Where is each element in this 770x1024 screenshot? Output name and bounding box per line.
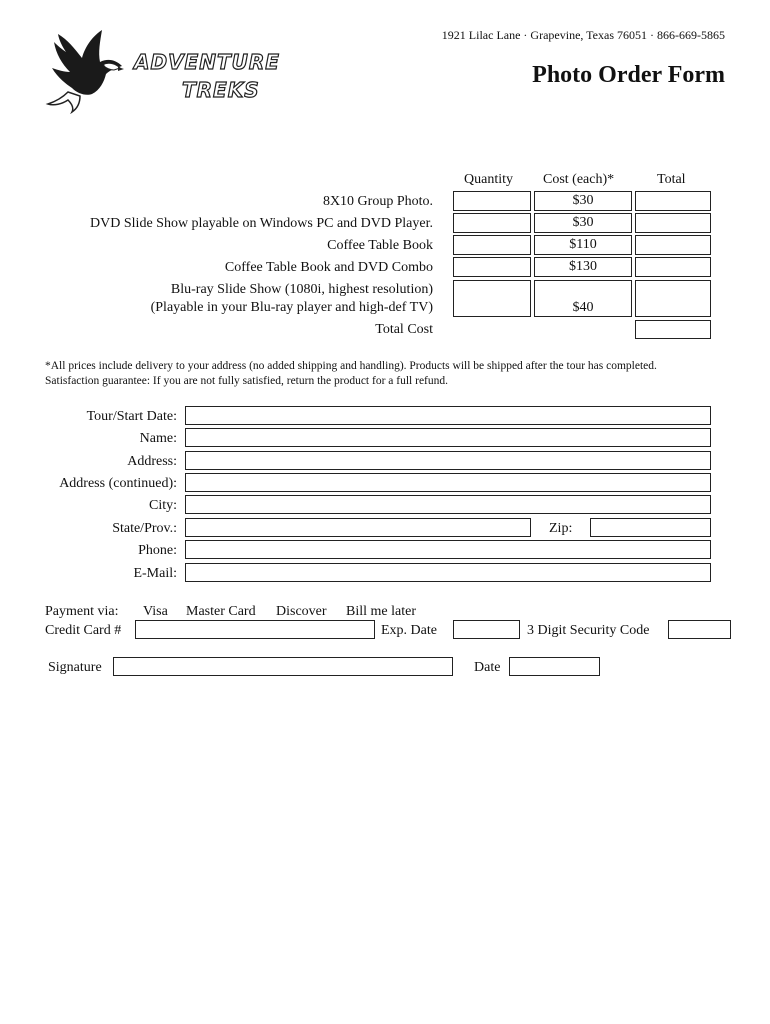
exp-date-input[interactable] <box>453 620 520 639</box>
address2-input[interactable] <box>185 473 711 492</box>
phone-input[interactable] <box>185 540 711 559</box>
payment-option-mastercard[interactable]: Master Card <box>186 604 256 619</box>
item-price: $130 <box>534 257 632 277</box>
name-input[interactable] <box>185 428 711 447</box>
item-label: 8X10 Group Photo. <box>322 194 433 209</box>
quantity-input[interactable] <box>453 257 531 277</box>
address2-label: Address (continued): <box>59 476 177 491</box>
total-cost-input[interactable] <box>635 320 711 339</box>
total-input[interactable] <box>635 257 711 277</box>
brand-line-2: TREKS <box>182 78 260 102</box>
email-input[interactable] <box>185 563 711 582</box>
quantity-input[interactable] <box>453 213 531 233</box>
quantity-input[interactable] <box>453 280 531 317</box>
date-label: Date <box>474 660 501 675</box>
item-label-continued: (Playable in your Blu-ray player and high-def TV) <box>150 300 433 315</box>
state-label: State/Prov.: <box>112 521 177 536</box>
guarantee-note: Satisfaction guarantee: If you are not fully satisfied, return the product for a full refund. <box>45 375 448 387</box>
item-price: $30 <box>534 213 632 233</box>
quantity-header: Quantity <box>464 172 513 187</box>
item-price: $110 <box>534 235 632 255</box>
phone-label: Phone: <box>138 543 177 558</box>
company-address: 1921 Lilac Lane · Grapevine, Texas 76051 · 866-669-5865 <box>441 28 725 42</box>
total-input[interactable] <box>635 235 711 255</box>
zip-input[interactable] <box>590 518 711 537</box>
date-input[interactable] <box>509 657 600 676</box>
total-cost-label: Total Cost <box>375 322 433 337</box>
state-input[interactable] <box>185 518 531 537</box>
item-label: Coffee Table Book and DVD Combo <box>224 260 433 275</box>
city-label: City: <box>148 498 177 513</box>
address-label: Address: <box>127 454 177 469</box>
total-header: Total <box>657 172 686 187</box>
name-label: Name: <box>139 431 177 446</box>
page-title: Photo Order Form <box>532 62 725 88</box>
total-input[interactable] <box>635 191 711 211</box>
brand-line-1: ADVENTURE <box>134 50 280 74</box>
payment-option-visa[interactable]: Visa <box>143 604 168 619</box>
total-input[interactable] <box>635 280 711 317</box>
item-label: Coffee Table Book <box>327 238 433 253</box>
credit-card-label: Credit Card # <box>45 623 122 638</box>
tour-date-input[interactable] <box>185 406 711 425</box>
tour-date-label: Tour/Start Date: <box>86 409 177 424</box>
payment-option-bill-later[interactable]: Bill me later <box>346 604 416 619</box>
credit-card-input[interactable] <box>135 620 375 639</box>
zip-label: Zip: <box>549 521 573 536</box>
item-price: $40 <box>534 280 632 317</box>
exp-date-label: Exp. Date <box>381 623 437 638</box>
cost-header: Cost (each)* <box>543 172 615 187</box>
email-label: E-Mail: <box>133 566 177 581</box>
payment-option-discover[interactable]: Discover <box>276 604 327 619</box>
item-label: DVD Slide Show playable on Windows PC and DVD Player. <box>90 216 433 231</box>
item-label: Blu-ray Slide Show (1080i, highest resolution) <box>170 282 433 297</box>
quantity-input[interactable] <box>453 191 531 211</box>
item-price: $30 <box>534 191 632 211</box>
total-input[interactable] <box>635 213 711 233</box>
signature-label: Signature <box>48 660 102 675</box>
logo <box>44 28 314 114</box>
signature-input[interactable] <box>113 657 453 676</box>
quantity-input[interactable] <box>453 235 531 255</box>
security-code-label: 3 Digit Security Code <box>527 623 650 638</box>
pricing-note: *All prices include delivery to your address (no added shipping and handling). Products will be shipped after the tour has completed. <box>45 360 657 372</box>
address-input[interactable] <box>185 451 711 470</box>
payment-via-label: Payment via: <box>45 604 119 619</box>
city-input[interactable] <box>185 495 711 514</box>
eagle-icon <box>44 28 134 114</box>
security-code-input[interactable] <box>668 620 731 639</box>
